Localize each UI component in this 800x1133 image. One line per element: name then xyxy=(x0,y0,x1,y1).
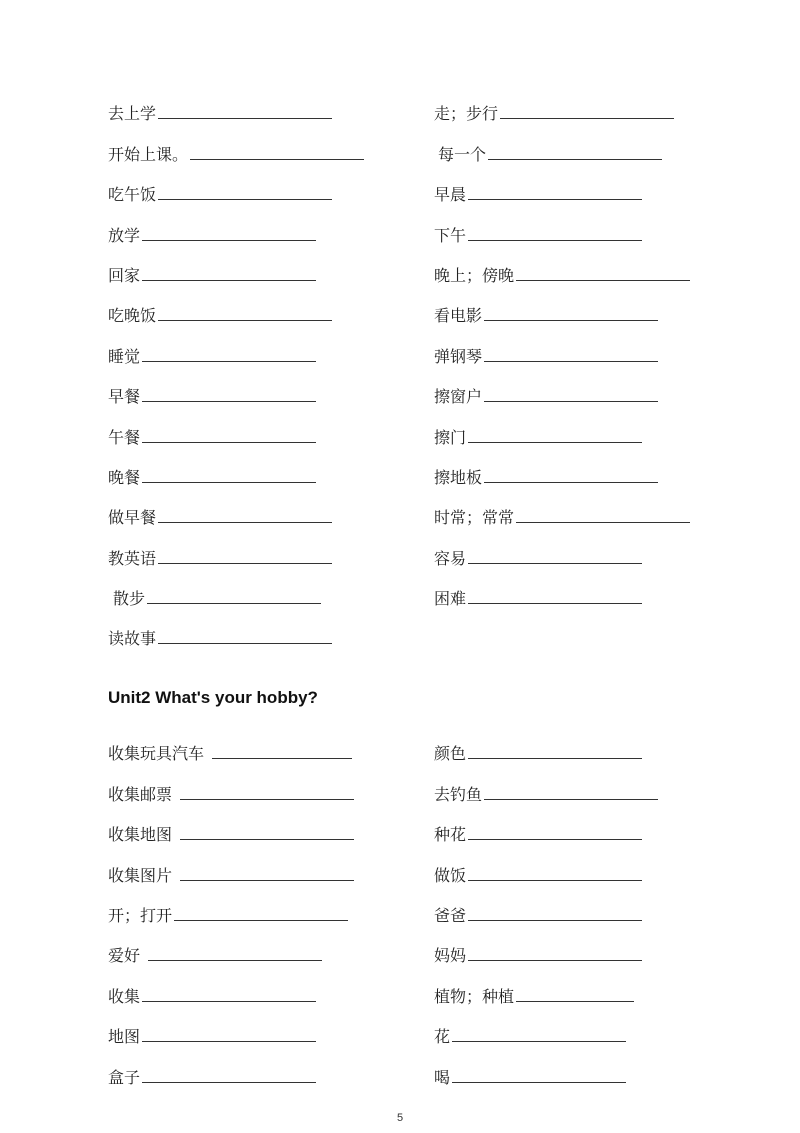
section2-left-column xyxy=(108,722,354,1086)
vocab-term: 散步 xyxy=(113,589,146,609)
vocab-row xyxy=(108,486,364,526)
vocab-row xyxy=(434,324,690,364)
vocab-term: 收集地图 xyxy=(108,825,173,845)
answer-blank[interactable] xyxy=(158,117,332,119)
vocab-row xyxy=(108,365,364,405)
vocab-term: 回家 xyxy=(108,265,141,285)
vocab-row xyxy=(108,924,354,964)
unit2-heading: Unit2 What's your hobby? xyxy=(108,688,318,707)
answer-blank[interactable] xyxy=(180,838,354,840)
answer-blank[interactable] xyxy=(468,562,642,564)
vocab-row xyxy=(108,122,364,162)
vocab-row xyxy=(108,722,354,762)
answer-blank[interactable] xyxy=(484,400,658,402)
vocab-row xyxy=(434,803,658,843)
vocab-term: 早晨 xyxy=(434,185,467,205)
answer-blank[interactable] xyxy=(468,602,642,604)
vocab-term: 晚上；傍晚 xyxy=(434,265,515,285)
vocab-row xyxy=(434,284,690,324)
page-number: 5 xyxy=(396,1112,404,1124)
answer-blank[interactable] xyxy=(158,198,332,200)
answer-blank[interactable] xyxy=(484,319,658,321)
vocab-row xyxy=(434,82,690,122)
answer-blank[interactable] xyxy=(174,919,348,921)
answer-blank[interactable] xyxy=(468,919,642,921)
answer-blank[interactable] xyxy=(180,879,354,881)
vocab-row xyxy=(434,122,690,162)
answer-blank[interactable] xyxy=(484,360,658,362)
answer-blank[interactable] xyxy=(142,360,316,362)
vocab-term: 种花 xyxy=(434,825,467,845)
vocab-term: 盒子 xyxy=(108,1067,141,1087)
answer-blank[interactable] xyxy=(147,602,321,604)
answer-blank[interactable] xyxy=(468,757,642,759)
vocab-row xyxy=(434,365,690,405)
vocab-row xyxy=(434,924,658,964)
answer-blank[interactable] xyxy=(516,279,690,281)
vocab-row xyxy=(434,722,658,762)
vocab-row xyxy=(108,324,364,364)
vocab-row xyxy=(108,884,354,924)
answer-blank[interactable] xyxy=(148,959,322,961)
vocab-term: 早餐 xyxy=(108,387,141,407)
answer-blank[interactable] xyxy=(158,319,332,321)
vocab-term: 去上学 xyxy=(108,104,157,124)
vocab-term: 睡觉 xyxy=(108,346,141,366)
vocab-row xyxy=(108,405,364,445)
section2-right-column xyxy=(434,722,658,1086)
answer-blank[interactable] xyxy=(468,959,642,961)
vocab-term: 下午 xyxy=(434,225,467,245)
vocab-term: 做饭 xyxy=(434,865,467,885)
vocab-row xyxy=(108,82,364,122)
vocab-term: 弹钢琴 xyxy=(434,346,483,366)
vocab-row xyxy=(434,244,690,284)
answer-blank[interactable] xyxy=(468,239,642,241)
answer-blank[interactable] xyxy=(142,400,316,402)
vocab-term: 走；步行 xyxy=(434,104,499,124)
vocab-row xyxy=(108,1005,354,1045)
vocab-row xyxy=(108,762,354,802)
answer-blank[interactable] xyxy=(142,441,316,443)
answer-blank[interactable] xyxy=(468,441,642,443)
vocab-term: 吃午饭 xyxy=(108,185,157,205)
vocab-row xyxy=(434,1005,658,1045)
answer-blank[interactable] xyxy=(500,117,674,119)
vocab-row xyxy=(434,843,658,883)
vocab-term: 去钓鱼 xyxy=(434,784,483,804)
vocab-term: 收集图片 xyxy=(108,865,173,885)
vocab-row xyxy=(434,203,690,243)
vocab-row xyxy=(434,405,690,445)
answer-blank[interactable] xyxy=(158,642,332,644)
vocab-row xyxy=(108,803,354,843)
vocab-term: 读故事 xyxy=(108,629,157,649)
vocab-term: 做早餐 xyxy=(108,508,157,528)
vocab-term: 花 xyxy=(434,1027,451,1047)
vocab-row xyxy=(434,884,658,924)
section1-right-column xyxy=(434,82,690,607)
vocab-term: 颜色 xyxy=(434,744,467,764)
vocab-row xyxy=(434,567,690,607)
vocab-row xyxy=(108,964,354,1004)
answer-blank[interactable] xyxy=(468,879,642,881)
vocab-row xyxy=(108,163,364,203)
vocab-row xyxy=(434,446,690,486)
answer-blank[interactable] xyxy=(452,1081,626,1083)
answer-blank[interactable] xyxy=(142,239,316,241)
answer-blank[interactable] xyxy=(516,521,690,523)
answer-blank[interactable] xyxy=(516,1000,634,1002)
vocab-term: 妈妈 xyxy=(434,946,467,966)
vocab-term: 喝 xyxy=(434,1067,451,1087)
answer-blank[interactable] xyxy=(212,757,352,759)
answer-blank[interactable] xyxy=(142,1040,316,1042)
vocab-term: 收集邮票 xyxy=(108,784,173,804)
answer-blank[interactable] xyxy=(142,1000,316,1002)
vocab-row xyxy=(108,203,364,243)
vocab-term: 午餐 xyxy=(108,427,141,447)
answer-blank[interactable] xyxy=(142,1081,316,1083)
vocab-term: 收集玩具汽车 xyxy=(108,744,205,764)
vocab-term: 教英语 xyxy=(108,548,157,568)
vocab-term: 植物；种植 xyxy=(434,986,515,1006)
vocab-row xyxy=(108,526,364,566)
answer-blank[interactable] xyxy=(452,1040,626,1042)
vocab-row xyxy=(434,1045,658,1085)
vocab-term: 看电影 xyxy=(434,306,483,326)
vocab-row xyxy=(434,163,690,203)
vocab-row xyxy=(434,762,658,802)
answer-blank[interactable] xyxy=(488,158,662,160)
vocab-row xyxy=(108,284,364,324)
answer-blank[interactable] xyxy=(158,521,332,523)
vocab-row xyxy=(434,526,690,566)
vocab-term: 擦窗户 xyxy=(434,387,483,407)
section1-left-column xyxy=(108,82,364,647)
vocab-row xyxy=(434,964,658,1004)
vocab-term: 时常；常常 xyxy=(434,508,515,528)
vocab-term: 放学 xyxy=(108,225,141,245)
vocab-term: 开始上课。 xyxy=(108,144,189,164)
vocab-term: 擦门 xyxy=(434,427,467,447)
vocab-term: 晚餐 xyxy=(108,467,141,487)
vocab-row xyxy=(108,607,364,647)
answer-blank[interactable] xyxy=(468,198,642,200)
answer-blank[interactable] xyxy=(142,481,316,483)
vocab-row xyxy=(108,567,364,607)
vocab-row xyxy=(108,446,364,486)
vocab-term: 吃晚饭 xyxy=(108,306,157,326)
answer-blank[interactable] xyxy=(180,798,354,800)
vocab-term: 每一个 xyxy=(438,144,487,164)
answer-blank[interactable] xyxy=(142,279,316,281)
answer-blank[interactable] xyxy=(158,562,332,564)
vocab-term: 开；打开 xyxy=(108,905,173,925)
vocab-row xyxy=(434,486,690,526)
vocab-term: 容易 xyxy=(434,548,467,568)
answer-blank[interactable] xyxy=(484,798,658,800)
answer-blank[interactable] xyxy=(190,158,364,160)
vocab-term: 收集 xyxy=(108,986,141,1006)
vocab-term: 地图 xyxy=(108,1027,141,1047)
vocab-term: 爸爸 xyxy=(434,905,467,925)
vocab-term: 爱好 xyxy=(108,946,141,966)
vocab-row xyxy=(108,1045,354,1085)
vocab-row xyxy=(108,843,354,883)
vocab-term: 擦地板 xyxy=(434,467,483,487)
answer-blank[interactable] xyxy=(484,481,658,483)
vocab-row xyxy=(108,244,364,284)
answer-blank[interactable] xyxy=(468,838,642,840)
vocab-term: 困难 xyxy=(434,589,467,609)
